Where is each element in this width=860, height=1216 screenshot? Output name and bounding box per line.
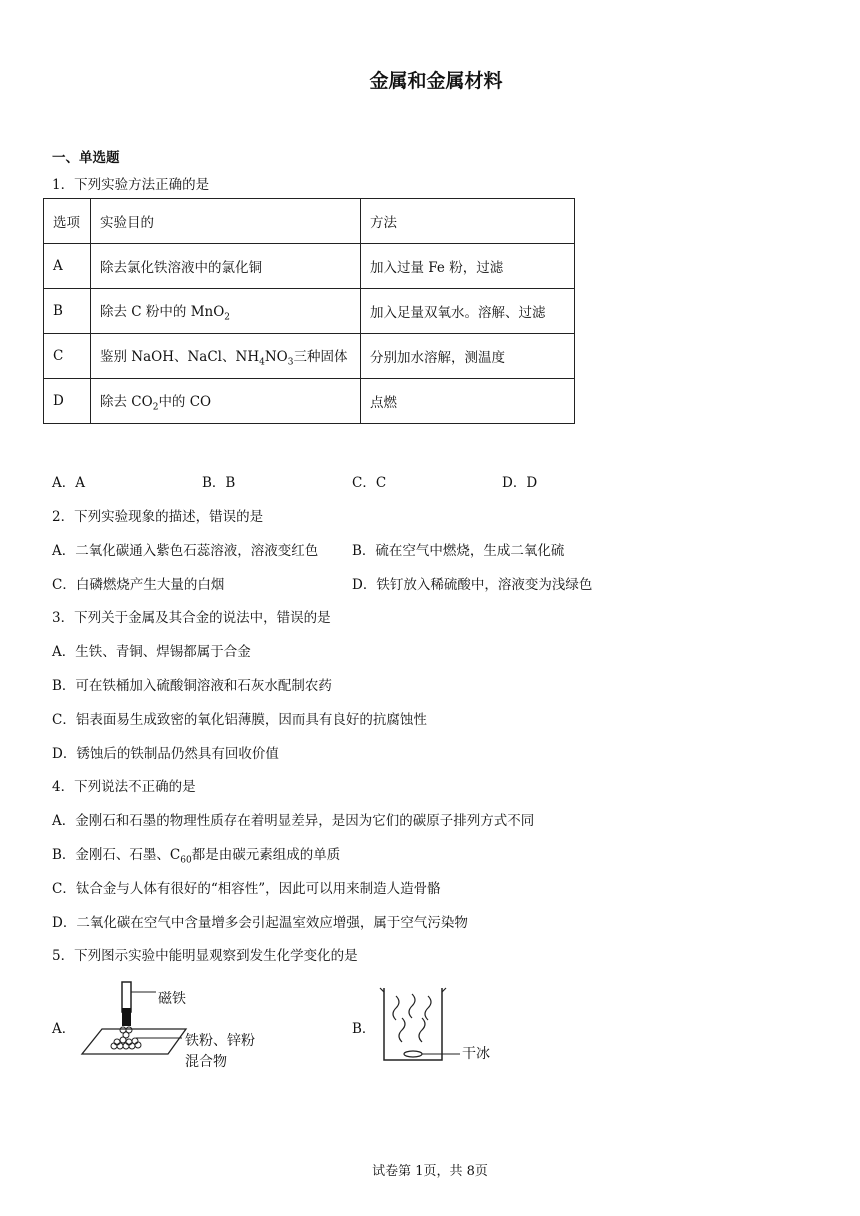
question-3-stem: 3．下列关于金属及其合金的说法中，错误的是	[52, 610, 331, 626]
question-4-option-a: A．金刚石和石墨的物理性质存在着明显差异，是因为它们的碳原子排列方式不同	[52, 813, 535, 829]
question-5-option-b-label: B．	[352, 1021, 376, 1037]
question-4-option-b	[52, 843, 340, 866]
question-1-table	[43, 198, 575, 424]
subscript: 2	[224, 312, 231, 323]
table-cell: 除去氯化铁溶液中的氯化铜	[91, 244, 361, 289]
section-heading: 一、单选题	[52, 150, 120, 166]
subscript: 3	[287, 357, 294, 368]
question-1-option-b: B．B	[202, 475, 236, 491]
table-header-cell: 选项	[44, 199, 91, 244]
table-cell: 加入过量 Fe 粉，过滤	[361, 244, 575, 289]
question-2-option-d: D．铁钉放入稀硫酸中，溶液变为浅绿色	[352, 577, 593, 593]
dry-ice-label: 干冰	[462, 1046, 490, 1062]
option-text: B．金刚石、石墨、C	[52, 847, 181, 863]
table-cell: C	[44, 334, 91, 379]
table-cell: 分别加水溶解，测温度	[361, 334, 575, 379]
question-1-option-a: A．A	[52, 475, 85, 491]
table-header-cell: 方法	[361, 199, 575, 244]
table-header-cell: 实验目的	[91, 199, 361, 244]
page-title: 金属和金属材料	[369, 70, 503, 92]
question-3-option-a: A．生铁、青铜、焊锡都属于合金	[52, 644, 251, 660]
cell-text: NO	[264, 348, 288, 365]
cell-text: 除去 CO	[100, 393, 153, 410]
question-4-stem: 4．下列说法不正确的是	[52, 779, 196, 795]
cell-text: 鉴别 NaOH、NaCl、NH	[100, 348, 260, 365]
subscript: 60	[180, 855, 192, 866]
table-cell	[91, 289, 361, 334]
table-header-row	[44, 199, 575, 244]
question-3-option-b: B．可在铁桶加入硫酸铜溶液和石灰水配制农药	[52, 678, 332, 694]
table-cell: 加入足量双氧水。溶解、过滤	[361, 289, 575, 334]
table-cell: D	[44, 379, 91, 424]
magnet-label: 磁铁	[158, 991, 186, 1007]
question-1-stem: 1．下列实验方法正确的是	[52, 177, 210, 193]
table-row	[44, 379, 575, 424]
question-3-option-c: C．铝表面易生成致密的氧化铝薄膜，因而具有良好的抗腐蚀性	[52, 712, 427, 728]
table-cell: A	[44, 244, 91, 289]
question-2-option-a: A．二氧化碳通入紫色石蕊溶液，溶液变红色	[52, 543, 319, 559]
powder-label-2: 混合物	[185, 1054, 227, 1070]
cell-text: 三种固体	[293, 348, 348, 365]
table-cell: 点燃	[361, 379, 575, 424]
question-1-option-c: C．C	[352, 475, 387, 491]
question-2-option-b: B．硫在空气中燃烧，生成二氧化硫	[352, 543, 565, 559]
subscript: 4	[259, 357, 265, 368]
option-text: 都是由碳元素组成的单质	[191, 847, 341, 863]
table-cell	[91, 379, 361, 424]
question-4-option-d: D．二氧化碳在空气中含量增多会引起温室效应增强，属于空气污染物	[52, 915, 468, 931]
question-5-stem: 5．下列图示实验中能明显观察到发生化学变化的是	[52, 948, 358, 964]
table-row	[44, 289, 575, 334]
cell-text: 除去 C 粉中的 MnO	[100, 303, 225, 320]
question-5-option-a-label: A．	[52, 1021, 76, 1037]
powder-label: 铁粉、锌粉	[185, 1033, 255, 1049]
subscript: 2	[152, 402, 159, 413]
table-cell: B	[44, 289, 91, 334]
question-4-option-c: C．钛合金与人体有很好的“相容性”，因此可以用来制造人造骨骼	[52, 881, 441, 897]
question-2-stem: 2．下列实验现象的描述，错误的是	[52, 509, 264, 525]
cell-text: 中的 CO	[158, 393, 212, 410]
question-1-option-d: D．D	[502, 475, 538, 491]
question-2-option-c: C．白磷燃烧产生大量的白烟	[52, 577, 225, 593]
table-row	[44, 334, 575, 379]
question-3-option-d: D．锈蚀后的铁制品仍然具有回收价值	[52, 746, 279, 762]
table-cell	[91, 334, 361, 379]
table-row	[44, 244, 575, 289]
page-footer: 试卷第 1页，共 8页	[372, 1164, 488, 1179]
